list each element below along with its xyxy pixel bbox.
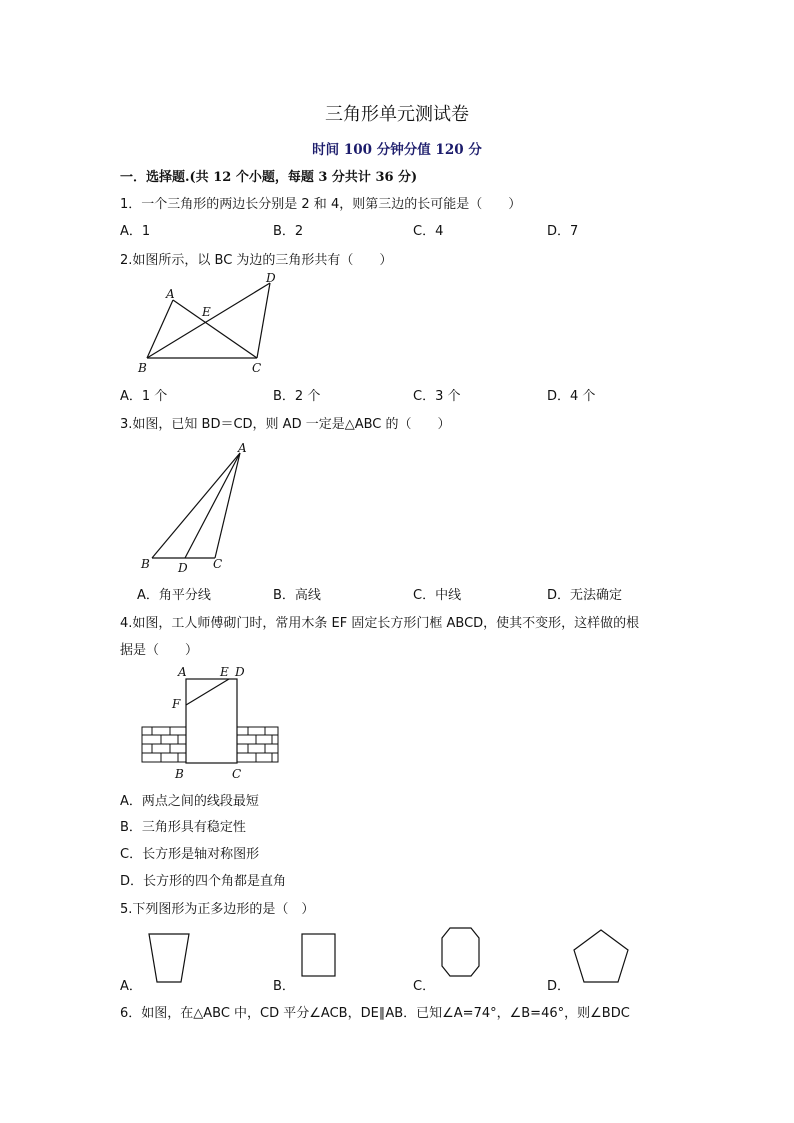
q1-option-a: A．1 bbox=[120, 224, 151, 239]
q5-option-c: C． bbox=[413, 979, 436, 994]
q2-label-a: A bbox=[166, 287, 175, 301]
q3-option-c: C．中线 bbox=[413, 588, 462, 603]
q4-option-c: C．长方形是轴对称图形 bbox=[120, 847, 260, 862]
q5-pentagon-shape bbox=[570, 926, 634, 986]
q5-trapezoid-shape bbox=[145, 928, 195, 988]
q2-label-b: B bbox=[138, 361, 147, 375]
question-6-text: 6．如图，在△ABC 中，CD 平分∠ACB，DE∥AB．已知∠A=74°，∠B=46°，则∠BDC bbox=[120, 1006, 630, 1021]
page-title: 三角形单元测试卷 bbox=[325, 104, 469, 125]
q4-door-figure bbox=[138, 663, 283, 783]
q3-option-d: D．无法确定 bbox=[547, 588, 623, 603]
q2-option-a: A．1 个 bbox=[120, 389, 168, 404]
question-1-text: 1．一个三角形的两边长分别是 2 和 4，则第三边的长可能是（ ） bbox=[120, 197, 522, 212]
q4-label-e: E bbox=[220, 665, 229, 679]
q2-option-b: B．2 个 bbox=[273, 389, 321, 404]
q5-option-a: A． bbox=[120, 979, 142, 994]
q2-label-d: D bbox=[266, 271, 276, 285]
q2-label-e: E bbox=[202, 305, 211, 319]
q3-figure bbox=[135, 438, 265, 576]
question-4-text-line2: 据是（ ） bbox=[120, 643, 199, 658]
q1-option-c: C．4 bbox=[413, 224, 444, 239]
q5-octagon-shape bbox=[438, 924, 484, 982]
q4-option-d: D．长方形的四个角都是直角 bbox=[120, 874, 287, 889]
q5-option-b: B． bbox=[273, 979, 295, 994]
question-3-text: 3.如图，已知 BD＝CD，则 AD 一定是△ABC 的（ ） bbox=[120, 417, 451, 432]
q5-option-d: D． bbox=[547, 979, 571, 994]
q3-label-d: D bbox=[178, 561, 188, 575]
q4-label-a: A bbox=[178, 665, 187, 679]
q4-label-c: C bbox=[232, 767, 242, 781]
q2-option-c: C．3 个 bbox=[413, 389, 461, 404]
q1-option-d: D．7 bbox=[547, 224, 579, 239]
question-4-text-line1: 4.如图，工人师傅砌门时，常用木条 EF 固定长方形门框 ABCD，使其不变形，这样做的根 bbox=[120, 616, 640, 631]
q3-option-b: B．高线 bbox=[273, 588, 321, 603]
page-subtitle: 时间 100 分钟分值 120 分 bbox=[312, 142, 482, 158]
q3-label-a: A bbox=[238, 441, 247, 455]
section-heading: 一．选择题.(共 12 个小题，每题 3 分共计 36 分) bbox=[120, 170, 418, 185]
q4-option-b: B．三角形具有稳定性 bbox=[120, 820, 246, 835]
q4-label-f: F bbox=[172, 697, 181, 711]
q4-label-b: B bbox=[175, 767, 184, 781]
q5-rectangle-shape bbox=[298, 928, 343, 980]
q3-label-c: C bbox=[213, 557, 223, 571]
question-5-text: 5.下列图形为正多边形的是（ ） bbox=[120, 902, 315, 917]
q4-option-a: A．两点之间的线段最短 bbox=[120, 794, 259, 809]
q2-figure bbox=[130, 268, 290, 378]
q1-option-b: B．2 bbox=[273, 224, 304, 239]
q3-option-a: A．角平分线 bbox=[137, 588, 211, 603]
q4-label-d: D bbox=[235, 665, 245, 679]
q2-label-c: C bbox=[252, 361, 262, 375]
q3-label-b: B bbox=[141, 557, 150, 571]
question-2-text: 2.如图所示，以 BC 为边的三角形共有（ ） bbox=[120, 253, 393, 268]
q2-option-d: D．4 个 bbox=[547, 389, 596, 404]
